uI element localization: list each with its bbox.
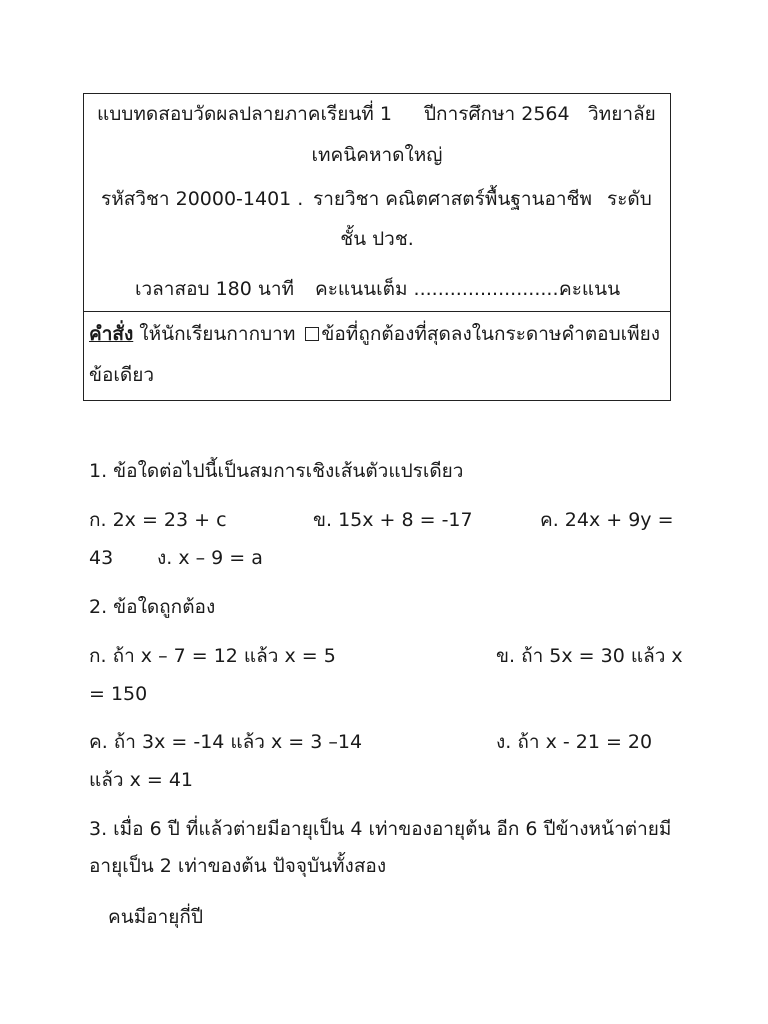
header-score-unit: คะแนน [559, 278, 621, 300]
question-1-option-a: ก. 2x = 23 + c [89, 509, 227, 531]
header-course-name: รายวิชา คณิตศาสตร์พื้นฐานอาชีพ [313, 188, 592, 210]
header-level-label: ระดับ [607, 188, 652, 210]
question-2-stem: 2. ข้อใดถูกต้อง [89, 596, 216, 618]
instruction-label: คำสั่ง [89, 323, 134, 345]
question-3-stem-line-2: อายุเป็น 2 เท่าของต้น ปัจจุบันทั้งสอง [89, 855, 387, 877]
question-1-option-d: ง. x – 9 = a [157, 547, 263, 569]
question-2-option-c: ค. ถ้า 3x = -14 แล้ว x = 3 –14 [89, 731, 363, 753]
question-2-option-b-cont: = 150 [89, 683, 148, 705]
header-college-label: วิทยาลัย [588, 103, 656, 125]
header-academic-year: ปีการศึกษา 2564 [424, 103, 570, 125]
header-level: ชั้น ปวช. [340, 228, 414, 250]
question-1-stem: 1. ข้อใดต่อไปนี้เป็นสมการเชิงเส้นตัวแปรเดียว [89, 460, 464, 482]
header-course-code: รหัสวิชา 20000-1401 . [101, 188, 304, 210]
instruction-text-end: ข้อที่ถูกต้องที่สุดลงในกระดาษคำตอบเพียง [321, 323, 661, 345]
header-exam-title: แบบทดสอบวัดผลปลายภาคเรียนที่ 1 [97, 103, 392, 125]
question-2-option-a: ก. ถ้า x – 7 = 12 แล้ว x = 5 [89, 645, 336, 667]
checkbox-icon [305, 327, 319, 341]
instruction-text-start: ให้นักเรียนกากบาท [133, 323, 302, 345]
question-3-stem-line-3: คนมีอายุกี่ปี [108, 906, 203, 928]
instruction-line [89, 321, 660, 347]
question-1-option-c-cont: 43 [89, 547, 114, 569]
instruction-line-2: ข้อเดียว [89, 364, 155, 386]
question-1-option-b: ข. 15x + 8 = -17 [313, 509, 473, 531]
question-1-option-c: ค. 24x + 9y = [540, 509, 674, 531]
header-exam-time: เวลาสอบ 180 นาที [135, 278, 295, 300]
question-2-option-b: ข. ถ้า 5x = 30 แล้ว x [496, 645, 683, 667]
header-college-name: เทคนิคหาดใหญ่ [311, 144, 443, 166]
question-2-option-d-cont: แล้ว x = 41 [89, 769, 194, 791]
question-2-option-d: ง. ถ้า x - 21 = 20 [496, 731, 653, 753]
header-full-score: คะแนนเต็ม ......................... [315, 278, 565, 300]
question-3-stem-line-1: 3. เมื่อ 6 ปี ที่แล้วต่ายมีอายุเป็น 4 เท่าของอายุต้น อีก 6 ปีข้างหน้าต่ายมี [89, 818, 672, 840]
